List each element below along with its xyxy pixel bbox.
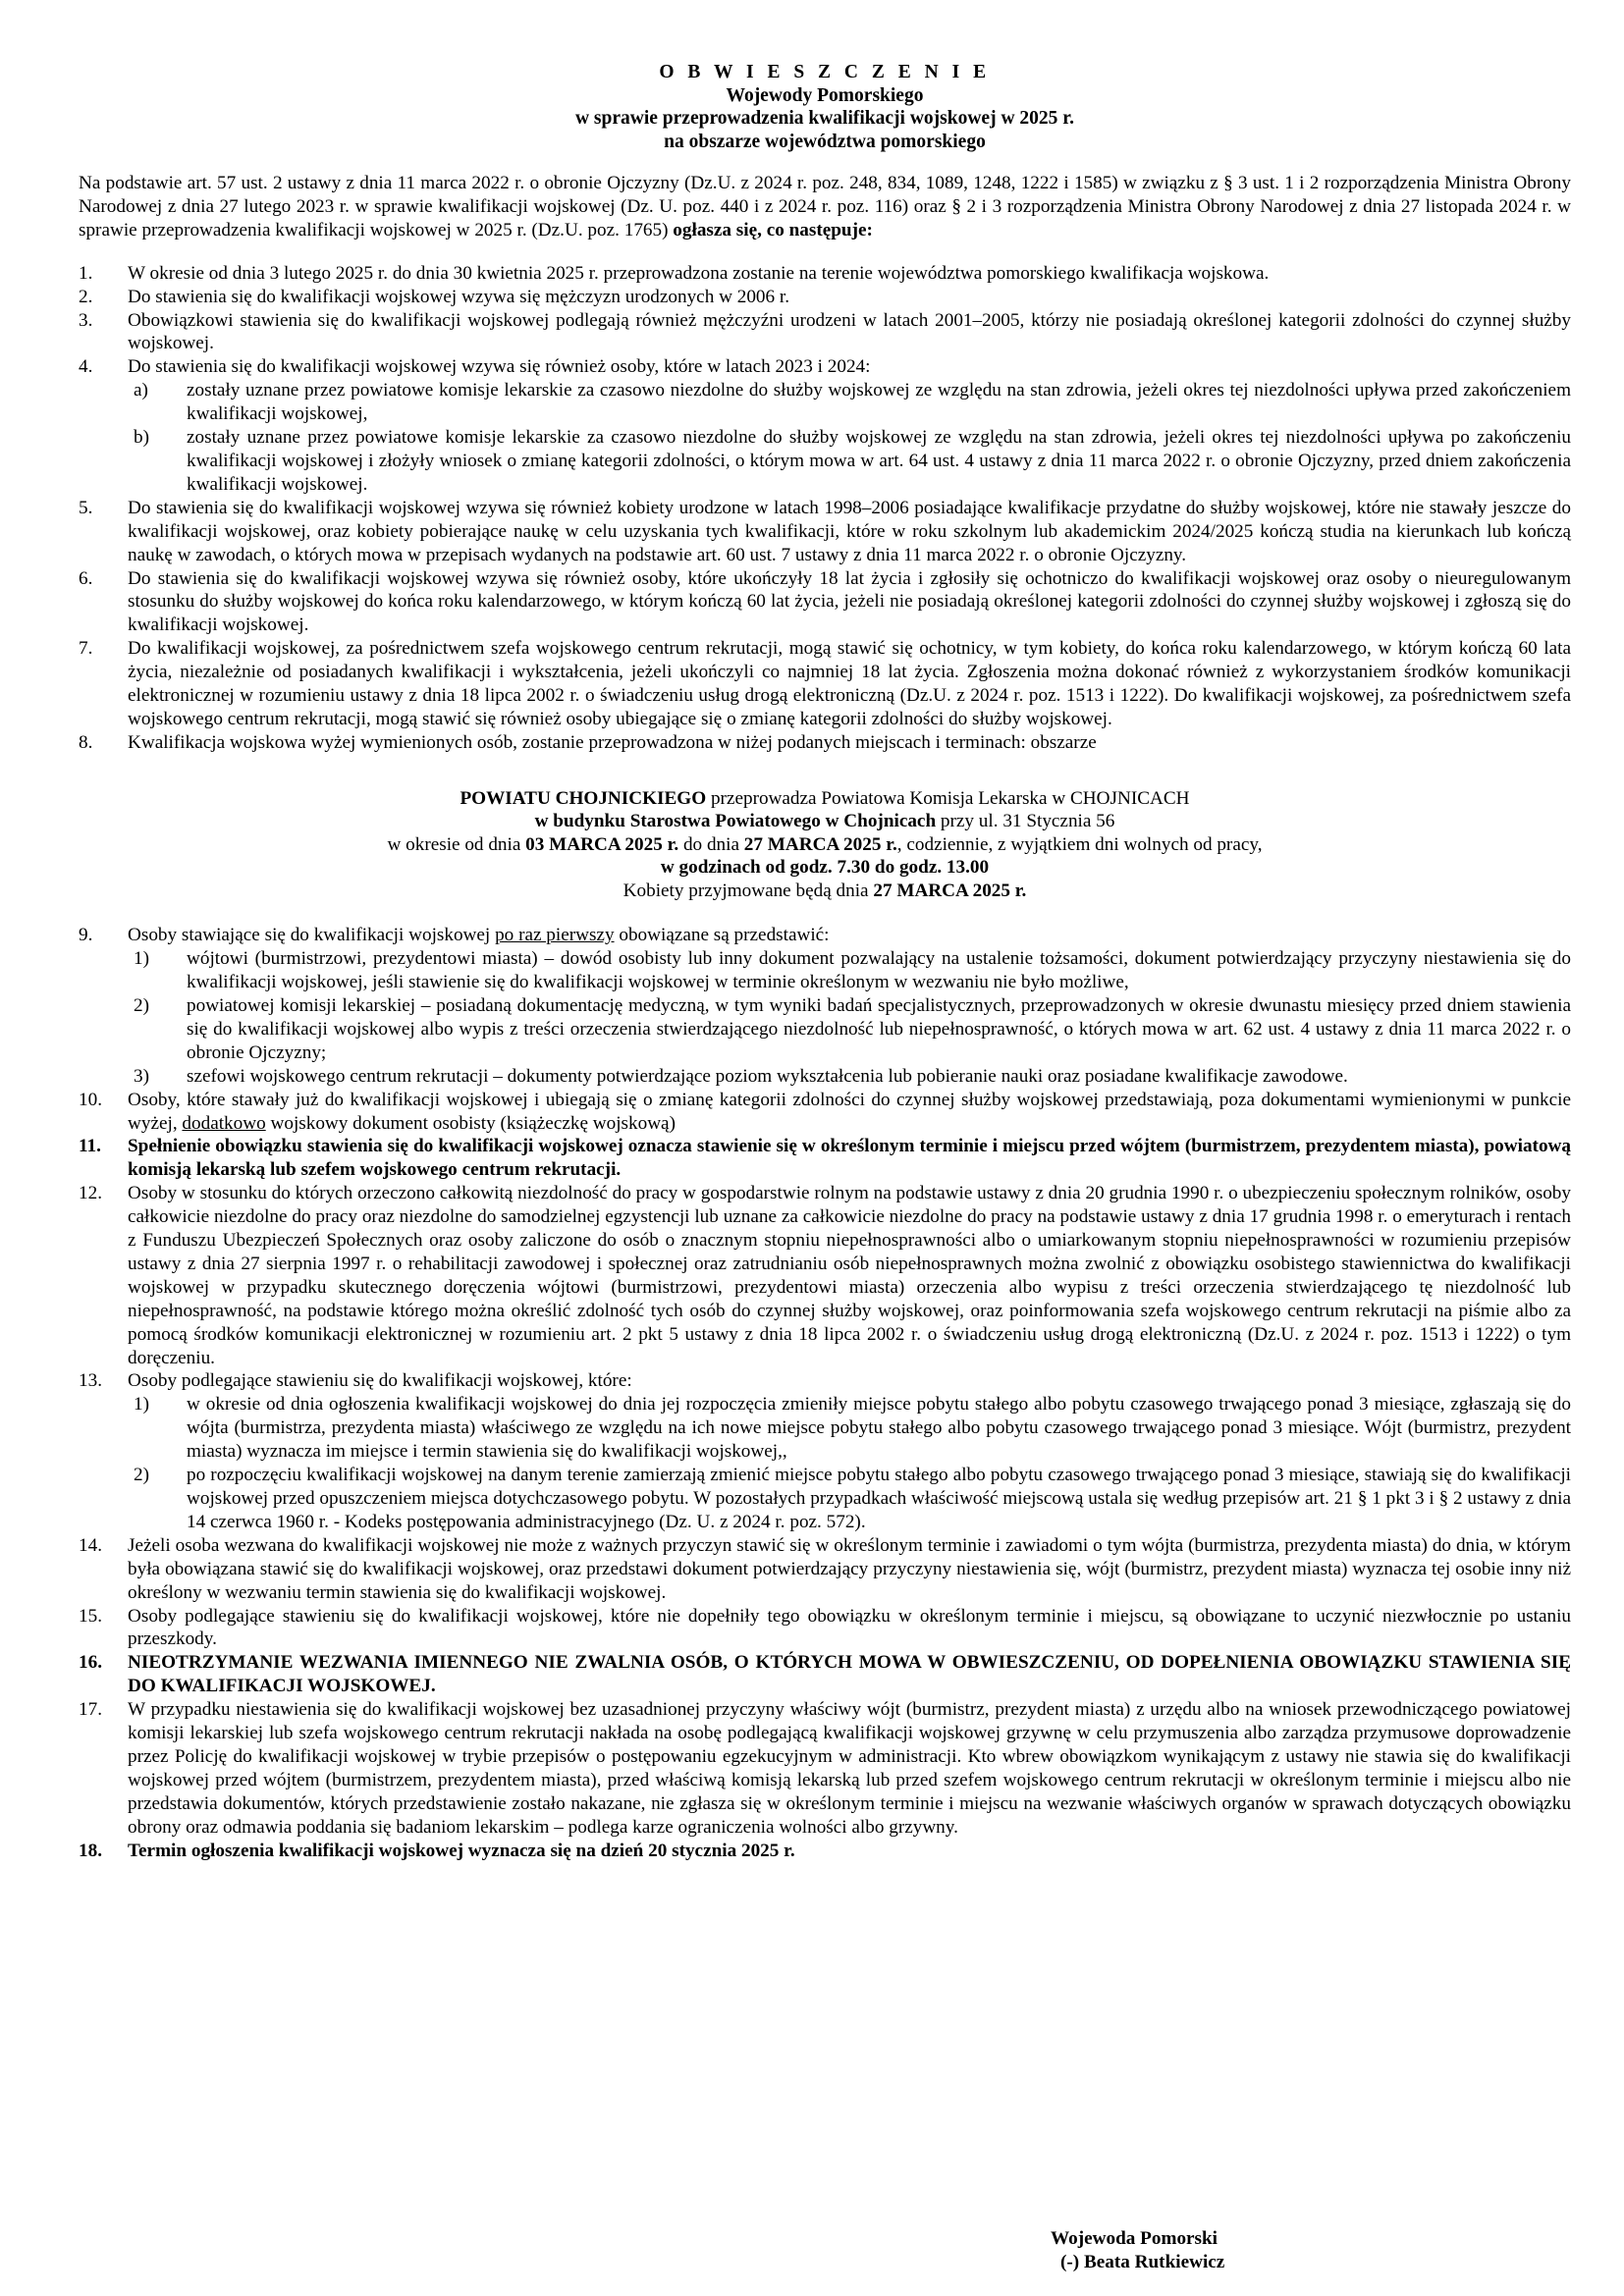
sub-item <box>134 379 1571 426</box>
item-text: Do kwalifikacji wojskowej, za pośrednictwem szefa wojskowego centrum rekrutacji, mogą stawić się ochotnicy, w tym kobiety, do końca roku kalendarzowego, w którym kończą 60 lata życia, niezależnie od posiadanych kwalifikacji i wykształcenia, jeżeli ukończyli co najmniej 18 lat życia. Zgłoszenia można dokonać również z wykorzystaniem środków komunikacji elektronicznej w rozumieniu ustawy z dnia 18 lipca 2002 r. o świadczeniu usług drogą elektroniczną (Dz.U. z 2024 r. poz. 1513 i 1222). Do kwalifikacji wojskowej, za pośrednictwem szefa wojskowego centrum rekrutacji, mogą stawić się również osoby ubiegające się o zmianę kategorii zdolności do służby wojskowej. <box>128 638 1571 729</box>
sub-item-number: 1) <box>134 1394 149 1415</box>
item-text-underlined: dodatkowo <box>182 1112 266 1134</box>
item-number: 16. <box>79 1652 102 1674</box>
item-text: Do stawienia się do kwalifikacji wojskowej wzywa się mężczyzn urodzonych w 2006 r. <box>128 286 790 307</box>
item-text: Jeżeli osoba wezwana do kwalifikacji wojskowej nie może z ważnych przyczyn stawić się w określonym terminie i zawiadomi o tym wójta (burmistrza, prezydenta miasta) do dnia, w którym była obowiązana stawić się do kwalifikacji wojskowej, oraz przedstawi dokument potwierdzający przyczyny niestawienia się, wójt (burmistrz, prezydent miasta) wyznacza tej osobie inny niż określony w wezwaniu termin stawienia się do kwalifikacji wojskowej. <box>128 1534 1571 1603</box>
signature-title: Wojewoda Pomorski <box>1051 2228 1218 2249</box>
item-text-end: wojskowy dokument osobisty (książeczkę wojskową) <box>265 1112 676 1134</box>
item-text: W przypadku niestawienia się do kwalifikacji wojskowej bez uzasadnionej przyczyny właściwy wójt (burmistrz, prezydent miasta) z urzędu albo na wniosek przewodniczącego powiatowej komisji lekarskiej lub szefa wojskowego centrum rekrutacji nakłada na osobę podlegającą kwalifikacji wojskowej grzywnę w celu przymuszenia albo zarządza przymusowe doprowadzenie przez Policję do kwalifikacji wojskowej w trybie przepisów o postępowaniu egzekucyjnym w administracji. Kto wbrew obowiązkom wynikającym z ustawy nie stawia się do kwalifikacji wojskowej przed wójtem (burmistrzem, prezydentem miasta), przed właściwą komisją lekarską lub przed szefem wojskowego centrum rekrutacji w określonym terminie i miejscu albo nie przedstawia dokumentów, których przedstawienie zostało nakazane, nie zgłasza się w określonym terminie i miejscu na wezwanie właściwych organów w sprawach dotyczących obowiązku obrony oraz odmawia poddania się badaniom lekarskim – podlega karze ograniczenia wolności albo grzywny. <box>128 1699 1571 1838</box>
list-item <box>79 637 1571 731</box>
document-page <box>79 61 1571 1863</box>
sub-item-text: zostały uznane przez powiatowe komisje lekarskie za czasowo niezdolne do służby wojskowej ze względu na stan zdrowia, jeżeli okres tej niezdolności upływa po zakończeniu kwalifikacji wojskowej i złożyły wniosek o zmianę kategorii zdolności, o którym mowa w art. 64 ust. 4 ustawy z dnia 11 marca 2022 r. o obronie Ojczyzny, przed dniem zakończenia kwalifikacji wojskowej. <box>187 427 1571 495</box>
item-text: Spełnienie obowiązku stawienia się do kwalifikacji wojskowej oznacza stawienie się w określonym terminie i miejscu przed wójtem (burmistrzem, prezydentem miasta), powiatową komisją lekarską lub szefem wojskowego centrum rekrutacji. <box>128 1136 1571 1181</box>
sub-item-number: 1) <box>134 948 149 970</box>
period-suffix: , codziennie, z wyjątkiem dni wolnych od pracy, <box>896 833 1263 855</box>
sub-item-number: 2) <box>134 994 149 1016</box>
item-number: 8. <box>79 731 93 753</box>
header-area: na obszarze województwa pomorskiego <box>664 131 986 152</box>
sub-item-letter: b) <box>134 427 149 449</box>
header-announcement: O B W I E S Z C Z E N I E <box>659 62 991 82</box>
item-number: 3. <box>79 309 93 331</box>
list-item <box>79 1840 1571 1863</box>
list-item <box>79 1534 1571 1605</box>
sub-item-text: wójtowi (burmistrzowi, prezydentowi miasta) – dowód osobisty lub inny dokument pozwalający na ustalenie tożsamości, dokument potwierdzający przyczyny niestawienia się do kwalifikacji wojskowej, jeśli stawienie się do kwalifikacji wojskowej w terminie określonym w wezwaniu nie było możliwe, <box>187 948 1571 993</box>
sub-item <box>134 994 1571 1065</box>
item-number: 15. <box>79 1605 102 1627</box>
sub-item <box>134 1065 1571 1089</box>
venue-address: przy ul. 31 Stycznia 56 <box>936 811 1115 832</box>
sub-item <box>134 426 1571 497</box>
header-subject: w sprawie przeprowadzenia kwalifikacji wojskowej w 2025 r. <box>574 108 1075 129</box>
sub-item-letter: a) <box>134 380 148 401</box>
intro-paragraph <box>79 172 1571 242</box>
item-number: 11. <box>79 1136 101 1157</box>
county-name: POWIATU CHOJNICKIEGO <box>460 787 707 809</box>
list-item <box>79 1605 1571 1652</box>
item-text-underlined: po raz pierwszy <box>495 925 615 946</box>
list-item <box>79 1369 1571 1533</box>
item-number: 10. <box>79 1089 102 1110</box>
sub-item-text: po rozpoczęciu kwalifikacji wojskowej na danym terenie zamierzają zmienić miejsce pobytu stałego albo pobytu czasowego trwającego ponad 3 miesiące, stawiają się do kwalifikacji wojskowej przed opuszczeniem miejsca dotychczasowego pobytu. W pozostałych przypadkach właściwość miejscową ustala się według przepisów art. 21 § 1 pkt 3 i § 2 ustawy z dnia 14 czerwca 1960 r. - Kodeks postępowania administracyjnego (Dz. U. z 2024 r. poz. 572). <box>187 1465 1571 1532</box>
numbered-list <box>79 262 1571 1863</box>
women-day-prefix: Kobiety przyjmowane będą dnia <box>623 880 874 901</box>
item-text: Do stawienia się do kwalifikacji wojskowej wzywa się również kobiety urodzone w latach 1998–2006 posiadające kwalifikacje przydatne do służby wojskowej, które nie stawały jeszcze do kwalifikacji wojskowej, oraz kobiety pobierające naukę w celu uzyskania tych kwalifikacji, które w roku szkolnym lub akademickim 2024/2025 kończą studia na kierunkach lub kończą naukę w zawodach, o których mowa w przepisach wydanych na podstawie art. 60 ust. 7 ustawy z dnia 11 marca 2022 r. o obronie Ojczyzny. <box>128 497 1571 565</box>
item-text: Do stawienia się do kwalifikacji wojskowej wzywa się również osoby, które w latach 2023 i 2024: <box>128 356 871 378</box>
item-number: 9. <box>79 925 93 946</box>
list-item <box>79 1089 1571 1136</box>
item-number: 7. <box>79 638 93 660</box>
item-text: Osoby podlegające stawieniu się do kwalifikacji wojskowej, które: <box>128 1370 632 1392</box>
item-number: 18. <box>79 1840 102 1861</box>
hours: w godzinach od godz. 7.30 do godz. 13.00 <box>660 857 990 879</box>
item-text: Kwalifikacja wojskowa wyżej wymienionych osób, zostanie przeprowadzona w niżej podanych miejscach i terminach: obszarze <box>128 731 1097 753</box>
list-item <box>79 567 1571 638</box>
item-number: 6. <box>79 567 93 589</box>
item-number: 14. <box>79 1534 102 1556</box>
list-item <box>79 1135 1571 1182</box>
item-text: Osoby stawiające się do kwalifikacji wojskowej <box>128 925 496 946</box>
sub-item-text: szefowi wojskowego centrum rekrutacji – dokumenty potwierdzające poziom wykształcenia lub pobieranie nauki oraz posiadane kwalifikacje zawodowe. <box>187 1065 1348 1087</box>
list-item <box>79 309 1571 356</box>
sub-item-text: w okresie od dnia ogłoszenia kwalifikacji wojskowej do dnia jej rozpoczęcia zmieniły miejsce pobytu stałego albo pobytu czasowego trwającego ponad 3 miesiące, zgłaszają się do wójta (burmistrza, prezydenta miasta) właściwego ze względu na ich nowe miejsce pobytu stałego albo pobytu czasowego trwającego ponad 3 miesiące. Wójt (burmistrz, prezydent miasta) wyznacza im miejsce i termin stawienia się do kwalifikacji wojskowej,, <box>187 1394 1571 1463</box>
header-issuer: Wojewody Pomorskiego <box>726 84 924 106</box>
period-prefix: w okresie od dnia <box>387 833 526 855</box>
item-number: 2. <box>79 286 93 307</box>
period-end: 27 MARCA 2025 r. <box>743 833 897 855</box>
list-item <box>79 924 1571 1088</box>
item-text: Termin ogłoszenia kwalifikacji wojskowej wyznacza się na dzień 20 stycznia 2025 r. <box>128 1840 795 1861</box>
item-number: 5. <box>79 497 93 518</box>
list-item <box>79 355 1571 496</box>
item-number: 1. <box>79 262 93 284</box>
item-text: W okresie od dnia 3 lutego 2025 r. do dnia 30 kwietnia 2025 r. przeprowadzona zostanie na terenie województwa pomorskiego kwalifikacja wojskowa. <box>128 262 1270 284</box>
item-text: Osoby podlegające stawieniu się do kwalifikacji wojskowej, które nie dopełniły tego obowiązku w określonym terminie i miejscu, są obowiązane to uczynić niezwłocznie po ustaniu przeszkody. <box>128 1605 1571 1650</box>
women-day-date: 27 MARCA 2025 r. <box>873 880 1027 901</box>
item-number: 13. <box>79 1370 102 1392</box>
intro-text: Na podstawie art. 57 ust. 2 ustawy z dnia 11 marca 2022 r. o obronie Ojczyzny (Dz.U. z 2024 r. poz. 248, 834, 1089, 1248, 1222 i 1585) w związku z § 3 ust. 1 i 2 rozporządzenia Ministra Obrony Narodowej z dnia 27 lutego 2023 r. w sprawie kwalifikacji wojskowej (Dz. U. poz. 440 i z 2024 r. poz. 116) oraz § 2 i 3 rozporządzenia Ministra Obrony Narodowej z dnia 27 listopada 2024 r. w sprawie przeprowadzenia kwalifikacji wojskowej w 2025 r. (Dz.U. poz. 1765) <box>79 173 1571 240</box>
period-start: 03 MARCA 2025 r. <box>525 833 679 855</box>
signature-block <box>1051 2227 1224 2274</box>
sub-item <box>134 1393 1571 1464</box>
list-item <box>79 1182 1571 1369</box>
sub-item-number: 2) <box>134 1465 149 1486</box>
item-text: NIEOTRZYMANIE WEZWANIA IMIENNEGO NIE ZWALNIA OSÓB, O KTÓRYCH MOWA W OBWIESZCZENIU, OD DOPEŁNIENIA OBOWIĄZKU STAWIENIA SIĘ DO KWALIFIKACJI WOJSKOWEJ. <box>128 1652 1571 1697</box>
period-mid: do dnia <box>678 833 744 855</box>
list-item <box>79 1698 1571 1839</box>
list-item <box>79 262 1571 286</box>
venue-building: w budynku Starostwa Powiatowego w Chojnicach <box>534 811 937 832</box>
sub-item-number: 3) <box>134 1065 149 1087</box>
item-text: Osoby, które stawały już do kwalifikacji wojskowej i ubiegają się o zmianę kategorii zdolności do czynnej służby wojskowej przedstawiają, poza dokumentami wymienionymi w punkcie wyżej, <box>128 1089 1571 1134</box>
signature-name: (-) Beata Rutkiewicz <box>1060 2252 1225 2272</box>
list-item <box>79 497 1571 567</box>
list-item <box>79 1651 1571 1698</box>
sub-item-text: powiatowej komisji lekarskiej – posiadaną dokumentację medyczną, w tym wyniki badań specjalistycznych, przeprowadzonych w okresie dwunastu miesięcy przed dniem stawienia się do kwalifikacji wojskowej albo wypis z treści orzeczenia stwierdzającego niezdolność lub niepełnosprawność, o których mowa w art. 62 ust. 4 ustawy z dnia 11 marca 2022 r. o obronie Ojczyzny; <box>187 994 1571 1063</box>
intro-bold-end: ogłasza się, co następuje: <box>673 219 873 240</box>
item-number: 12. <box>79 1183 102 1204</box>
item-number: 4. <box>79 356 93 378</box>
item-text: Obowiązkowi stawienia się do kwalifikacji wojskowej podlegają również mężczyźni urodzeni w latach 2001–2005, którzy nie posiadają określonej kategorii zdolności do czynnej służby wojskowej. <box>128 309 1571 354</box>
list-item <box>79 286 1571 309</box>
county-schedule <box>79 787 1571 903</box>
sub-item <box>134 947 1571 994</box>
item-text: Do stawienia się do kwalifikacji wojskowej wzywa się również osoby, które ukończyły 18 lat życia i zgłosiły się ochotniczo do kwalifikacji wojskowej oraz osoby o nieuregulowanym stosunku do służby wojskowej do końca roku kalendarzowego, w którym kończą 60 lat życia, jeżeli nie posiadają określonej kategorii zdolności do czynnej służby wojskowej i zgłoszą się do kwalifikacji wojskowej. <box>128 567 1571 636</box>
item-text-end: obowiązane są przedstawić: <box>614 925 830 946</box>
document-header <box>79 61 1571 153</box>
list-item <box>79 731 1571 755</box>
item-number: 17. <box>79 1699 102 1721</box>
county-commission: przeprowadza Powiatowa Komisja Lekarska w CHOJNICACH <box>706 787 1190 809</box>
item-text: Osoby w stosunku do których orzeczono całkowitą niezdolność do pracy w gospodarstwie rolnym na podstawie ustawy z dnia 20 grudnia 1990 r. o ubezpieczeniu społecznym rolników, osoby całkowicie niezdolne do pracy oraz niezdolne do samodzielnej egzystencji lub uznane za całkowicie niezdolne do pracy na podstawie ustawy z dnia 17 grudnia 1998 r. o emeryturach i rentach z Funduszu Ubezpieczeń Społecznych oraz osoby zaliczone do osób o znacznym stopniu niepełnosprawności albo o umiarkowanym stopniu niepełnosprawności w rozumieniu przepisów ustawy z dnia 27 sierpnia 1997 r. o rehabilitacji zawodowej i społecznej oraz zatrudnianiu osób niepełnosprawnych można zwolnić z obowiązku osobistego stawiennictwa do kwalifikacji wojskowej w przypadku skutecznego doręczenia wójtowi (burmistrzowi, prezydentowi miasta) orzeczenia albo wypisu z treści orzeczenia stwierdzającego tę niezdolność lub niepełnosprawność, na podstawie którego można określić zdolność tych osób do czynnej służby wojskowej, oraz poinformowania szefa wojskowego centrum rekrutacji na piśmie albo za pomocą środków komunikacji elektronicznej w rozumieniu art. 2 pkt 5 ustawy z dnia 18 lipca 2002 r. o świadczeniu usług drogą elektroniczną (Dz.U. z 2024 r. poz. 1513 i 1222) o tym doręczeniu. <box>128 1183 1571 1368</box>
sub-item <box>134 1464 1571 1534</box>
sub-item-text: zostały uznane przez powiatowe komisje lekarskie za czasowo niezdolne do służby wojskowej ze względu na stan zdrowia, jeżeli okres tej niezdolności upływa przed zakończeniem kwalifikacji wojskowej, <box>187 380 1571 425</box>
